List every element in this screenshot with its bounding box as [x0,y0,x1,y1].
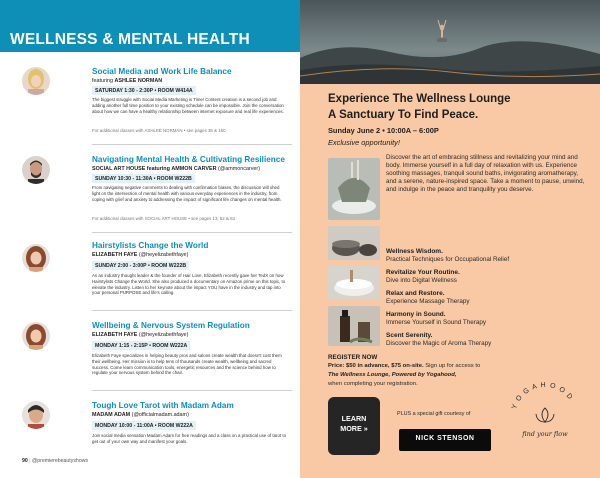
feature-text: Discover the Magic of Aroma Therapy [386,340,492,347]
feature-title: Harmony in Sound. [386,311,446,318]
feature-wellness-wisdom [386,248,509,264]
presenter-name: MADAM ADAM [92,412,131,418]
presenter-handle: @officialmadam.adam [133,412,188,418]
divider [92,390,292,391]
session-presenter: MADAM ADAM (@officialmadam.adam) [92,412,189,418]
session-presenter: ELIZABETH FAYE (@heyelizabethfaye) [92,252,189,258]
presenter-name: ELIZABETH FAYE [92,252,138,258]
feature-title: Wellness Wisdom. [386,248,443,255]
feature-revitalize [386,269,460,285]
yogahood-tagline: find your flow [522,430,568,438]
session-presenter [92,78,162,84]
presenter-name: ASHLEE NORMAN [114,78,163,84]
footer-handle: @premierebeautyshows [32,458,89,464]
register-heading: REGISTER NOW [328,354,378,361]
register-price-line [328,363,480,369]
feature-relax [386,290,470,306]
hero-photo [300,0,600,84]
presenter-handle: @ammoncarver [219,166,259,172]
feature-text: Practical Techniques for Occupational Relief [386,256,510,263]
nick-stenson-logo [399,429,491,451]
avatar [22,67,50,95]
nick-stenson-text: NICK STENSON [415,435,475,442]
learn-more-button[interactable] [328,397,380,455]
learn-more-label-1: LEARN [341,414,367,423]
feature-scent [386,332,491,348]
learn-more-label-2: MORE » [340,424,368,433]
section-header [0,0,300,52]
event-date: Sunday June 2 • 10:00A – 6:00P [328,126,439,135]
session-description: Elizabeth Faye specializes in helping beauty pros and salons create wealth that doesn't cost them their wellbeing. Her mission is to help tens of thousands create wealth, wellbeing and sacred success. Come learn communication tools, energetic resources and the science behind how to regulate your nervous system behind the chair. [92,353,282,376]
feature-text: Immerse Yourself in Sound Therapy [386,319,486,326]
session-presenter: SOCIAL ART HOUSE featuring AMMON CARVER (@ammoncarver) [92,166,261,172]
register-price: Price: $50 in advance, $75 on-site. [328,363,424,369]
session-description: Join social media sensation Madam Adam for free readings and a class on a practical use of tarot to get out of your own way and manifest your goals. [92,433,287,444]
feature-title: Relax and Restore. [386,290,445,297]
session-title: Hairstylists Change the World [92,241,209,250]
session-title: Social Media and Work Life Balance [92,67,232,76]
right-page [300,0,600,478]
presenter-name: ELIZABETH FAYE [92,332,138,338]
headline-line-1: Experience The Wellness Lounge [328,93,511,105]
exclusive-label: Exclusive opportunity! [328,138,400,147]
presenter-handle: @heyelizabethfaye [140,252,187,258]
page-footer: 90 | @premierebeautyshows [22,458,89,464]
session-time: SATURDAY 1:30 - 2:30P • ROOM W414A [92,86,196,95]
divider [92,144,292,145]
presenter-prefix: featuring [92,78,113,84]
register-completion-line: when completing your registration. [328,381,418,387]
feature-title: Scent Serenity. [386,332,433,339]
feature-text: Experience Massage Therapy [386,298,470,305]
session-time: MONDAY 10:00 - 11:00A • ROOM W222A [92,421,196,430]
presenter-handle: @heyelizabethfaye [140,332,187,338]
yogahood-ring-text: Y O G A H O O D [511,381,575,411]
session-title: Tough Love Tarot with Madam Adam [92,401,234,410]
session-time: SUNDAY 2:00 - 3:00P • ROOM W222B [92,261,189,270]
svg-text:Y O G A H O O D [511,382,574,410]
avatar [22,156,50,184]
page-number: 90 [22,458,28,464]
feature-title: Revitalize Your Routine. [386,269,460,276]
session-description: As an industry thought leader & the founder of Hair Love, Elizabeth recently gave her TedX on how Hairstylists Change the World. She also produced a documentary on Amazon prime on this topic, to elevate the industry. Listen to her keynote about the impact YOU have in the industry and tap into your personal PURPOSE and life's calling. [92,273,286,296]
section-title: WELLNESS & MENTAL HEALTH [10,31,250,48]
feature-harmony [386,311,486,327]
session-title: Navigating Mental Health & Cultivating Resilience [92,155,285,164]
session-more-link: For additional classes with ASHLEE NORMAN • see pages 36 & 150 [92,128,226,133]
divider [92,310,292,311]
session-more-link: For additional classes with SOCIAL ART HOUSE • see pages 13, 52 & 53 [92,216,236,221]
session-presenter: ELIZABETH FAYE (@heyelizabethfaye) [92,332,189,338]
avatar [22,322,50,350]
session-time: MONDAY 1:15 - 2:15P • ROOM W222A [92,341,190,350]
session-description: The biggest struggle with Social Media Marketing is Time! Content creation is a second job and adding another full time position to your existing schedule can be impossible. Join the conversation about how we can have a healthy relationship between internet exposure and real life experiences. [92,97,284,114]
headline-line-2: A Sanctuary To Find Peace. [328,109,479,121]
intro-text: Discover the art of embracing stillness and revitalizing your mind and body. Immerse yourself in a full day of relaxation with us. Experience soothing massages, tranquil sound baths, invigorating aromatherapy, and a serene, nature-inspired space. Take a moment to pause, unwind, and indulge in the peace and tranquility you deserve. [386,154,585,194]
session-description: From navigating negative comments to dealing with confirmation biases, the discussion will shed light on the intersection of mental health with various everyday experiences in the industry, from coping with grief and anxiety to addressing the impact of significant life changes on mental health. [92,185,282,202]
presenter-prefix: SOCIAL ART HOUSE featuring [92,166,170,172]
session-title: Wellbeing & Nervous System Regulation [92,321,250,330]
register-signup: Sign up for access to [423,363,481,369]
sound-bath-photo [328,266,380,300]
avatar [22,401,50,429]
divider [92,232,292,233]
aroma-photo [328,158,380,220]
presenter-name: AMMON CARVER [171,166,217,172]
yogahood-logo [504,376,586,458]
sound-bowl-photo [328,226,380,260]
register-lounge-line: The Wellness Lounge, Powered by Yogahood, [328,372,457,378]
aroma-bottle-photo [328,306,380,346]
session-time: SUNDAY 10:30 - 11:30A • ROOM W222B [92,174,195,183]
feature-text: Dive into Digital Wellness [386,277,457,284]
avatar [22,244,50,272]
gift-text: PLUS a special gift courtesy of [397,411,471,417]
